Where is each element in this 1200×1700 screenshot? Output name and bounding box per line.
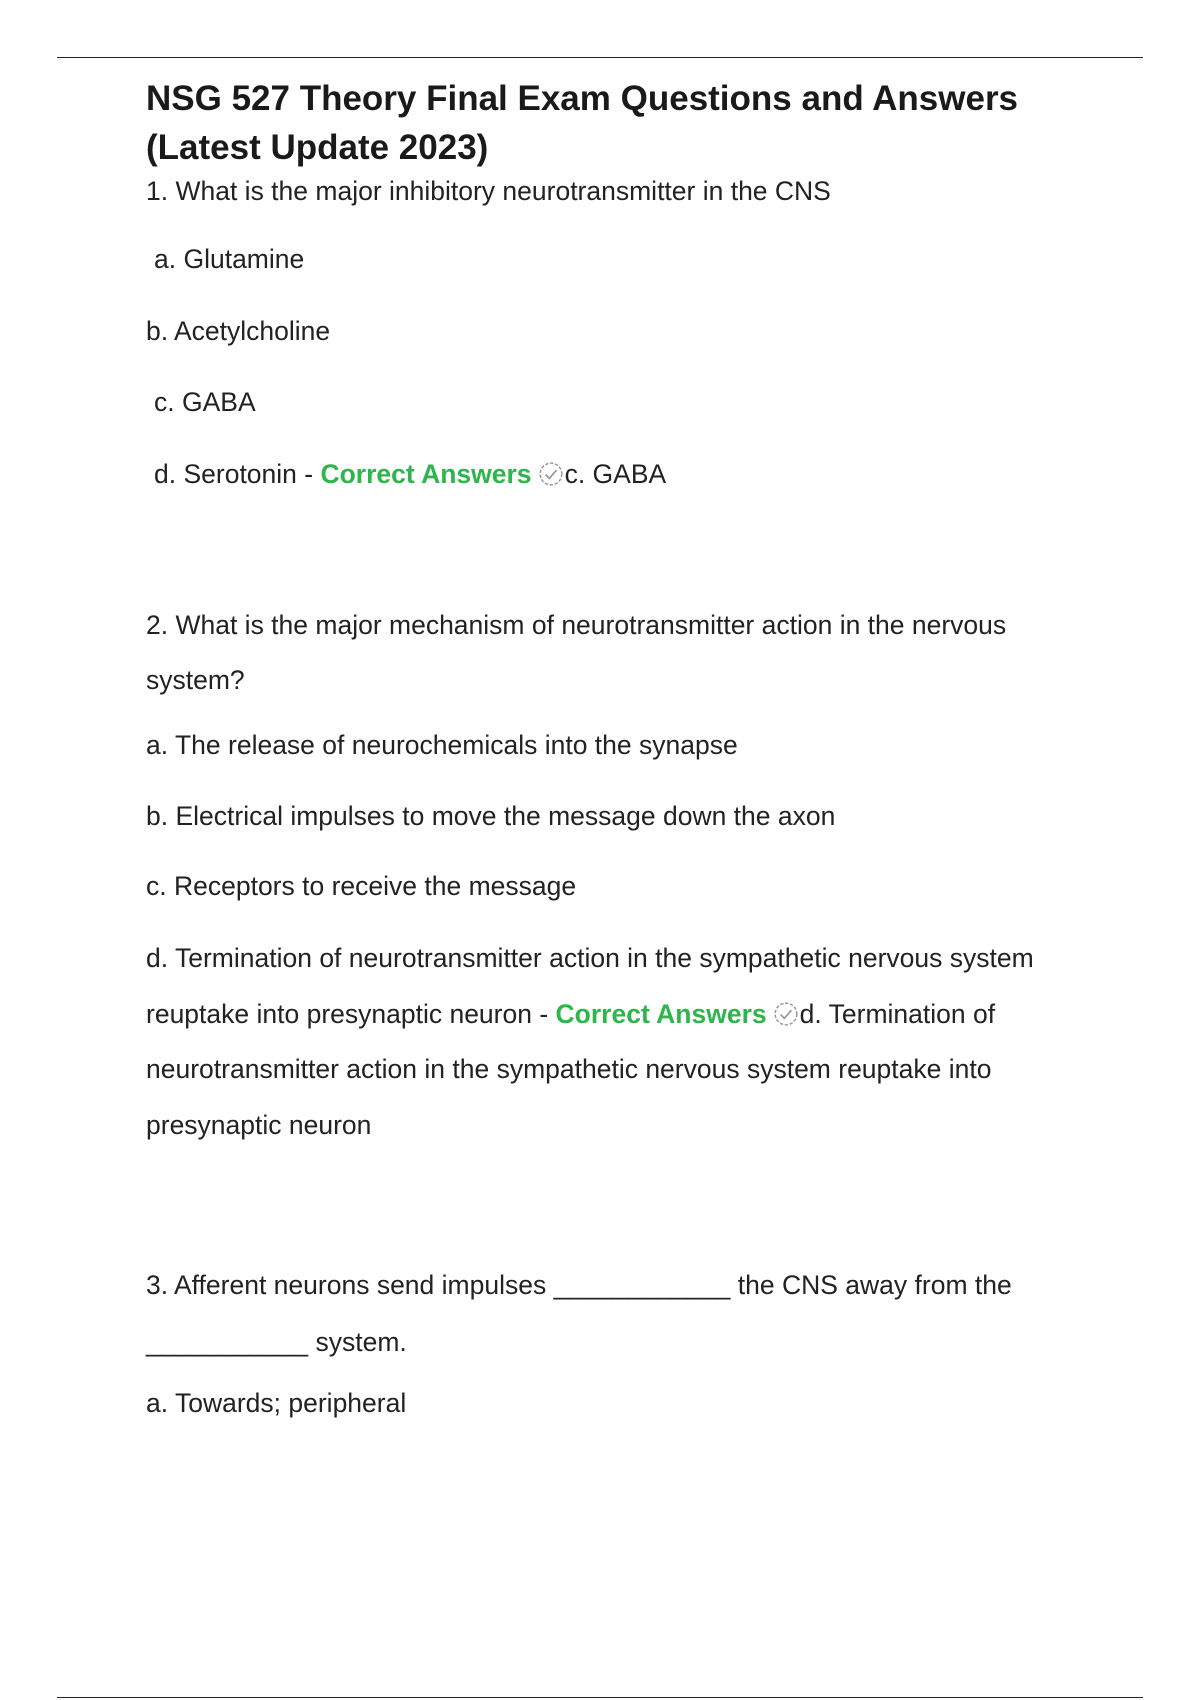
question-2-option-a: a. The release of neurochemicals into the synapse	[146, 730, 738, 760]
correct-answer-line-1: d. Termination of	[799, 998, 996, 1029]
correct-answers-label: Correct Answers	[555, 998, 767, 1029]
question-3-option-a: a. Towards; peripheral	[146, 1388, 407, 1418]
question-2-text	[146, 598, 1106, 708]
question-2-line-1: 2. What is the major mechanism of neurotransmitter action in the nervous	[146, 610, 1007, 640]
question-1-option-d	[146, 454, 1106, 494]
question-1-option-a: a. Glutamine	[154, 244, 305, 274]
title-line-1: NSG 527 Theory Final Exam Questions and Answers	[146, 79, 1019, 118]
option-d-line-1: d. Termination of neurotransmitter action in the sympathetic nervous system	[146, 943, 1034, 973]
correct-answer-text: c. GABA	[564, 459, 667, 489]
title-line-2: (Latest Update 2023)	[146, 128, 489, 167]
check-badge-icon	[538, 461, 564, 487]
option-d-text: d. Serotonin -	[154, 459, 321, 489]
correct-answer-line-2: neurotransmitter action in the sympathetic nervous system reuptake into	[146, 1054, 992, 1084]
question-1-option-c: c. GABA	[154, 387, 256, 417]
correct-answers-label: Correct Answers	[320, 459, 532, 489]
top-rule	[57, 57, 1143, 58]
question-2-line-2: system?	[146, 665, 245, 695]
bottom-rule	[57, 1697, 1143, 1698]
document-body	[146, 74, 1106, 1423]
question-2-option-d	[146, 931, 1106, 1153]
question-3-line-1: 3. Afferent neurons send impulses ____________ the CNS away from the	[146, 1270, 1012, 1300]
question-2-option-c: c. Receptors to receive the message	[146, 871, 577, 901]
question-3-line-2: ___________ system.	[146, 1327, 407, 1357]
document-title	[146, 74, 1106, 172]
question-1-option-b: b. Acetylcholine	[146, 316, 331, 346]
option-d-line-2: reuptake into presynaptic neuron -	[146, 998, 556, 1029]
question-2-option-b: b. Electrical impulses to move the message down the axon	[146, 801, 836, 831]
question-3-text	[146, 1257, 1106, 1371]
correct-answer-line-3: presynaptic neuron	[146, 1109, 372, 1140]
check-badge-icon	[773, 1001, 799, 1027]
question-1-text: 1. What is the major inhibitory neurotransmitter in the CNS	[146, 176, 831, 206]
